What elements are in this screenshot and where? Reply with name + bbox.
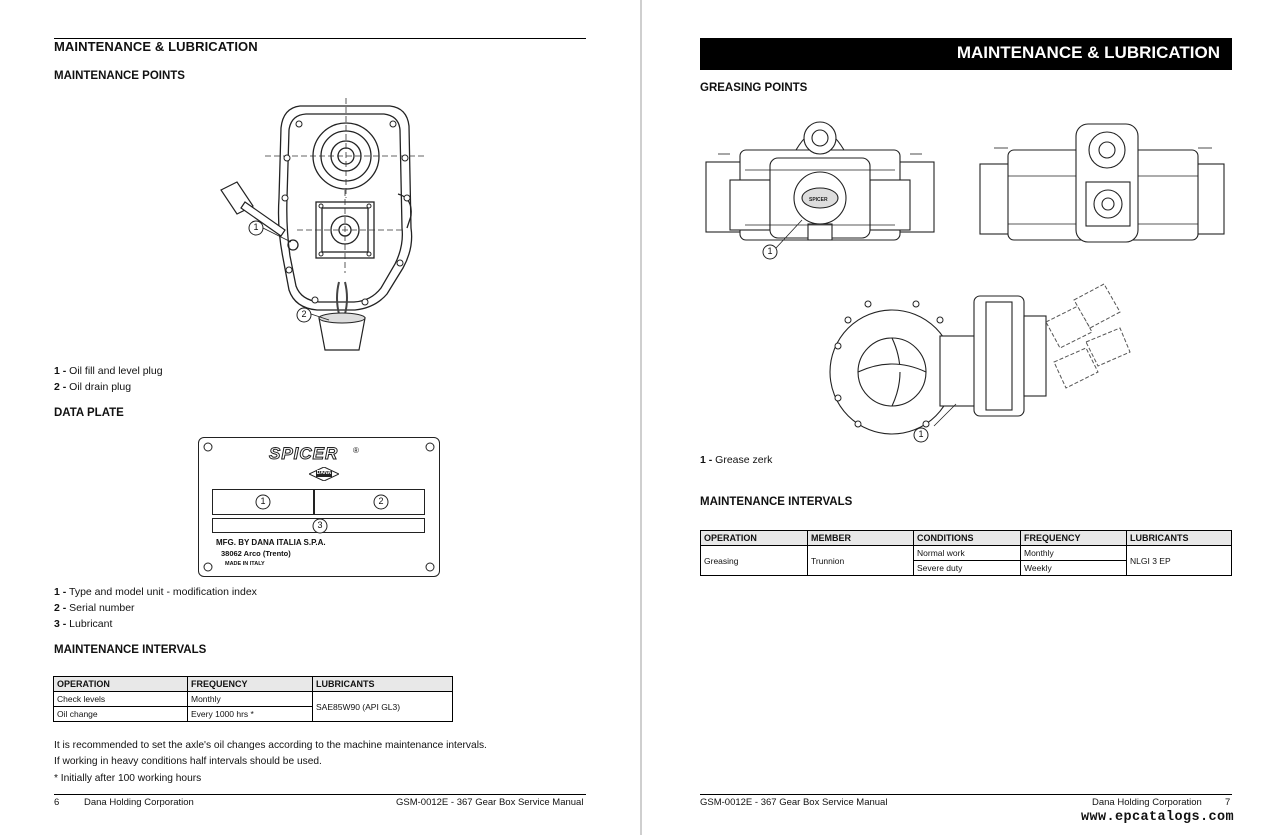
callout-1: 1 (913, 427, 929, 443)
page-number: 7 (1225, 797, 1231, 808)
callout-1: 1 (762, 244, 778, 260)
col-lubricants: LUBRICANTS (1127, 531, 1232, 546)
callout-2: 2 (296, 307, 312, 323)
cell-operation: Greasing (701, 546, 808, 576)
cell-lubricant: SAE85W90 (API GL3) (313, 692, 453, 722)
spicer-logo: SPICER (269, 444, 339, 463)
watermark-link[interactable]: www.epcatalogs.com (1080, 810, 1234, 825)
col-member: MEMBER (808, 531, 914, 546)
cell-frequency: Monthly (1021, 546, 1127, 561)
gearbox-side-figure (828, 276, 1138, 436)
maintenance-points-list (54, 363, 163, 395)
col-operation: OPERATION (701, 531, 808, 546)
footer-rule (54, 794, 586, 795)
registered-mark: ® (353, 446, 359, 455)
plate-mfg-line: MFG. BY DANA ITALIA S.P.A. (216, 538, 326, 547)
plate-box-serial (314, 489, 425, 515)
footer-manual: GSM-0012E - 367 Gear Box Service Manual (396, 797, 584, 808)
cell-condition: Severe duty (914, 561, 1021, 576)
maintenance-intervals-table (53, 676, 453, 722)
cell-frequency: Monthly (188, 692, 313, 707)
note-line: * Initially after 100 working hours (54, 772, 202, 784)
cell-condition: Normal work (914, 546, 1021, 561)
maintenance-points-heading: MAINTENANCE POINTS (54, 70, 185, 82)
footer-company: Dana Holding Corporation (84, 797, 194, 808)
cell-operation: Oil change (54, 707, 188, 722)
col-frequency: FREQUENCY (188, 677, 313, 692)
greasing-caption: 1 - Grease zerk (700, 454, 773, 466)
interval-notes (54, 738, 487, 787)
col-conditions: CONDITIONS (914, 531, 1021, 546)
data-plate (198, 437, 440, 577)
callout-3: 3 (312, 518, 328, 534)
footer-rule (700, 794, 1232, 795)
greasing-points-heading: GREASING POINTS (700, 82, 808, 94)
col-lubricants: LUBRICANTS (313, 677, 453, 692)
callout-1: 1 (255, 494, 271, 510)
table-header-row (54, 677, 453, 692)
maintenance-intervals-heading: MAINTENANCE INTERVALS (54, 644, 207, 656)
axle-rear-figure (978, 114, 1228, 244)
svg-text:SPICER: SPICER (809, 197, 828, 203)
plate-address-line: 38062 Arco (Trento) (221, 549, 291, 558)
list-item: 2 - Oil drain plug (54, 381, 132, 393)
list-item: 3 - Lubricant (54, 618, 113, 630)
col-frequency: FREQUENCY (1021, 531, 1127, 546)
callout-1: 1 (248, 220, 264, 236)
callout-2: 2 (373, 494, 389, 510)
page-title-banner: MAINTENANCE & LUBRICATION (700, 38, 1232, 70)
list-item: 1 - Oil fill and level plug (54, 365, 163, 377)
cell-frequency: Weekly (1021, 561, 1127, 576)
page-title: MAINTENANCE & LUBRICATION (54, 39, 258, 54)
list-item: 1 - Type and model unit - modification index (54, 586, 257, 598)
maintenance-intervals-heading: MAINTENANCE INTERVALS (700, 496, 853, 508)
note-line: If working in heavy conditions half intervals should be used. (54, 756, 322, 768)
data-plate-list (54, 584, 257, 632)
cell-member: Trunnion (808, 546, 914, 576)
cell-frequency: Every 1000 hrs * (188, 707, 313, 722)
note-line: It is recommended to set the axle's oil changes according to the machine maintenance intervals. (54, 740, 487, 751)
plate-made-in: MADE IN ITALY (225, 561, 265, 567)
footer-company: Dana Holding Corporation (1092, 797, 1202, 808)
col-operation: OPERATION (54, 677, 188, 692)
right-page (642, 0, 1286, 835)
axle-front-figure (700, 110, 940, 260)
footer-manual: GSM-0012E - 367 Gear Box Service Manual (700, 797, 888, 808)
cell-operation: Check levels (54, 692, 188, 707)
page-number: 6 (54, 797, 60, 808)
table-row (701, 546, 1232, 561)
list-item: 2 - Serial number (54, 602, 135, 614)
greasing-intervals-table (700, 530, 1232, 576)
left-page (0, 0, 640, 835)
table-row (54, 692, 453, 707)
data-plate-heading: DATA PLATE (54, 407, 124, 419)
dana-logo: DANA (309, 467, 339, 481)
table-header-row (701, 531, 1232, 546)
cell-lubricant: NLGI 3 EP (1127, 546, 1232, 576)
